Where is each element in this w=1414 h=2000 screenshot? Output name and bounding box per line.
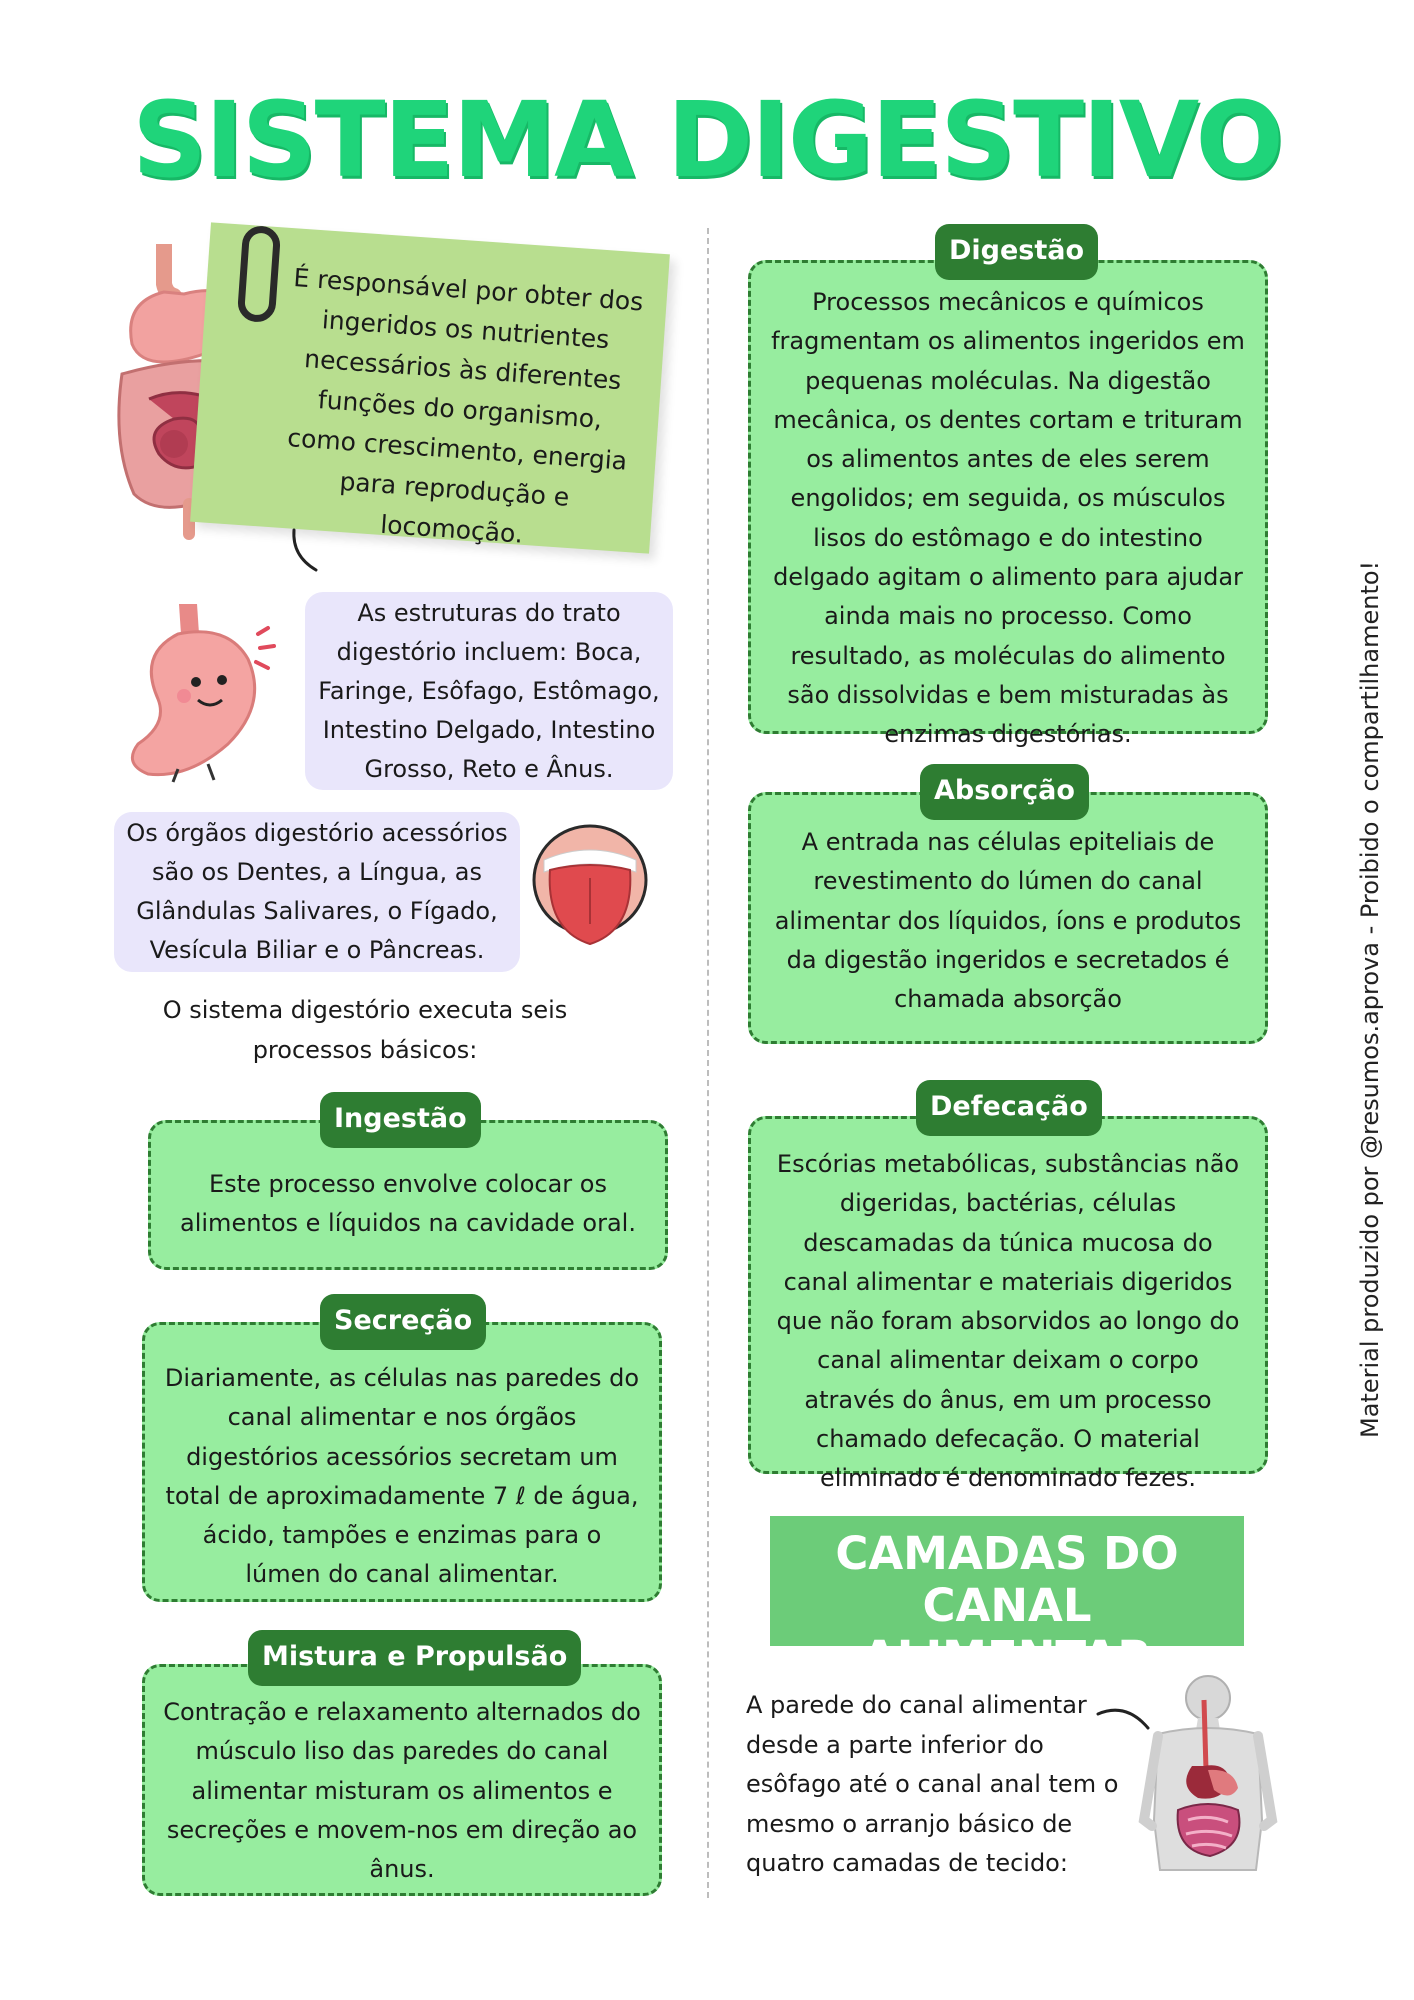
tag-mistura: Mistura e Propulsão bbox=[248, 1630, 581, 1686]
card-absorcao bbox=[748, 792, 1268, 1044]
card-ingestao-text: Este processo envolve colocar os alimentos e líquidos na cavidade oral. bbox=[180, 1170, 636, 1238]
side-credit: Material produzido por @resumos.aprova - Proibido o compartilhamento! bbox=[1356, 560, 1384, 1438]
note-text: É responsável por obter dos ingeridos os nutrientes necessários às diferentes funções do organismo, como crescimento, energia para reprodução e locomoção. bbox=[286, 263, 645, 549]
card-secrecao-text: Diariamente, as células nas paredes do canal alimentar e nos órgãos digestórios acessórios secretam um total de aproximadamente 7 ℓ de água, ácido, tampões e enzimas para o lúmen do canal alimentar. bbox=[164, 1364, 640, 1589]
card-absorcao-text: A entrada nas células epiteliais de revestimento do lúmen do canal alimentar dos líquidos, íons e produtos da digestão ingeridos e secretados é chamada absorção bbox=[774, 828, 1242, 1014]
camadas-text: A parede do canal alimentar desde a parte inferior do esôfago até o canal anal tem o mesmo o arranjo básico de quatro camadas de tecido: bbox=[746, 1691, 1119, 1877]
card-defecacao-text: Escórias metabólicas, substâncias não digeridas, bactérias, células descamadas da túnica mucosa do canal alimentar e materiais digeridos que não foram absorvidos ao longo do canal alimentar deixam o corpo através do ânus, em um processo chamado defecação. O material eliminado é denominado fezes. bbox=[776, 1150, 1240, 1493]
card-mistura bbox=[142, 1664, 662, 1896]
card-digestao-text: Processos mecânicos e químicos fragmentam os alimentos ingeridos em pequenas moléculas. Na digestão mecânica, os dentes cortam e trituram os alimentos antes de eles serem engolidos; em seguida, os músculos lisos do estômago e do intestino delgado agitam o alimento para ajudar ainda mais no processo. Como resultado, as moléculas do alimento são dissolvidas e bem misturadas às enzimas digestórias. bbox=[771, 288, 1245, 749]
pointer-mark bbox=[290, 528, 320, 574]
processes-intro: O sistema digestório executa seis processos básicos: bbox=[162, 996, 568, 1064]
paperclip-icon bbox=[237, 225, 282, 323]
card-secrecao bbox=[142, 1322, 662, 1602]
tag-defecacao: Defecação bbox=[916, 1080, 1102, 1136]
stomach-character-icon bbox=[118, 604, 278, 784]
camadas-title: CAMADAS DO CANAL ALIMENTAR bbox=[770, 1516, 1244, 1646]
tag-ingestao: Ingestão bbox=[320, 1092, 481, 1148]
card-mistura-text: Contração e relaxamento alternados do músculo liso das paredes do canal alimentar misturam os alimentos e secreções e movem-nos em direção ao ânus. bbox=[163, 1698, 641, 1884]
card-digestao bbox=[748, 260, 1268, 749]
tag-secrecao: Secreção bbox=[320, 1294, 486, 1350]
structures-bubble: As estruturas do trato digestório incluem: Boca, Faringe, Esôfago, Estômago, Intestino Delgado, Intestino Grosso, Reto e Ânus. bbox=[305, 592, 673, 790]
tag-absorcao: Absorção bbox=[920, 764, 1089, 820]
tongue-icon bbox=[530, 820, 650, 960]
human-body-digestive-icon bbox=[1138, 1670, 1278, 1900]
page-title: SISTEMA DIGESTIVO bbox=[132, 79, 1282, 201]
card-defecacao bbox=[748, 1116, 1268, 1493]
accessory-organs-bubble: Os órgãos digestório acessórios são os Dentes, a Língua, as Glândulas Salivares, o Fígado, Vesícula Biliar e o Pâncreas. bbox=[114, 812, 520, 972]
column-divider bbox=[707, 228, 709, 1898]
tag-digestao: Digestão bbox=[935, 224, 1098, 280]
